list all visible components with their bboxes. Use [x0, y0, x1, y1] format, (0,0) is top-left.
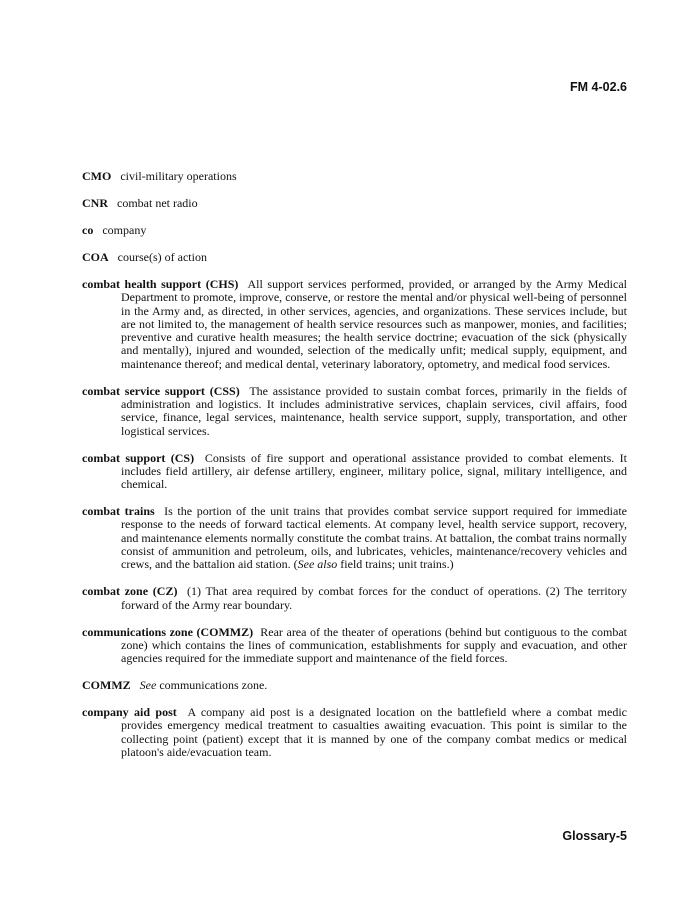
glossary-term: company aid post [82, 705, 177, 720]
glossary-definition: Is the portion of the unit trains that provides combat service support required for immediate response to the needs of forward tactical elements. At company level, health service support, recovery, and maintenance elements normally constitute the combat trains. At battalion, the combat trains normally consist of ammunition and petroleum, oils, and lubricates, vehicles, maintenance/recovery vehicles and crews, and the battalion aid station. [121, 504, 627, 572]
glossary-term: combat trains [82, 504, 155, 519]
glossary-definition: Consists of fire support and operational assistance provided to combat elements. It includes field artillery, air defense artillery, engineer, military police, signal, military intelligence, and chemical. [121, 450, 628, 492]
glossary-entry [82, 197, 627, 210]
glossary-term: COMMZ [82, 678, 131, 693]
glossary-entry [82, 505, 627, 571]
glossary-definition: civil-military operations [120, 169, 237, 183]
glossary-term: combat health support (CHS) [82, 276, 239, 291]
glossary-entry [82, 706, 627, 759]
glossary-term: co [82, 222, 94, 237]
glossary-definition: A company aid post is a designated location on the battlefield where a combat medic provides emergency medical treatment to casualties awaiting evacuation. This point is similar to the collecting point (patient) except that it is manned by one of the company combat medics or medical platoon's aide/evacuation team. [121, 705, 627, 760]
glossary-entry [82, 679, 627, 692]
document-id: FM 4-02.6 [570, 80, 627, 94]
glossary-definition: Rear area of the theater of operations (behind but contiguous to the combat zone) which contains the lines of communication, establishments for supply and evacuation, and other agencies required for the immediate support and maintenance of the field forces. [121, 624, 627, 666]
glossary-term: combat service support (CSS) [82, 383, 240, 398]
glossary-definition: combat net radio [117, 195, 198, 210]
see-label: See [139, 678, 157, 693]
glossary-term: communications zone (COMMZ) [82, 624, 254, 639]
glossary-definition: All support services performed, provided, or arranged by the Army Medical Department to promote, improve, conserve, or restore the mental and/or physical well-being of personnel in the Army and, as directed, in other services, agencies, and organizations. These services include, but are not limited to, the management of health service resources such as manpower, monies, and facilities; preventive and curative health measures; the health service doctrine; evacuation of the sick (physically and mentally), injured and wounded, selection of the medically unfit; medical supply, equipment, and maintenance thereof; and medical dental, veterinary laboratory, optometry, and medical food services. [121, 276, 628, 371]
cross-reference-open: ( [293, 557, 298, 572]
glossary-list [82, 170, 627, 773]
glossary-entry [82, 585, 627, 612]
glossary-entry [82, 278, 627, 371]
glossary-entry [82, 626, 627, 666]
page-number: Glossary-5 [562, 829, 627, 843]
glossary-definition: company [102, 222, 147, 237]
glossary-term: CNR [82, 195, 108, 210]
glossary-definition: course(s) of action [117, 249, 207, 264]
glossary-definition: (1) That area required by combat forces for the conduct of operations. (2) The territory forward of the Army rear boundary. [121, 584, 628, 612]
glossary-term: CMO [82, 169, 112, 183]
see-also-label: See also [297, 557, 338, 572]
glossary-entry [82, 385, 627, 438]
cross-reference-text: communications zone. [159, 678, 268, 693]
glossary-entry [82, 251, 627, 264]
glossary-term: combat zone (CZ) [82, 584, 178, 599]
glossary-term: combat support (CS) [82, 450, 195, 465]
glossary-entry [82, 224, 627, 237]
glossary-entry [82, 452, 627, 492]
glossary-definition: The assistance provided to sustain combat forces, primarily in the fields of administration and logistics. It includes administrative services, chaplain services, civil affairs, food service, finance, legal services, maintenance, health service support, supply, transportation, and other logistical services. [121, 383, 628, 438]
cross-reference-text: field trains; unit trains.) [340, 557, 454, 572]
glossary-entry [82, 170, 627, 183]
glossary-term: COA [82, 249, 109, 264]
